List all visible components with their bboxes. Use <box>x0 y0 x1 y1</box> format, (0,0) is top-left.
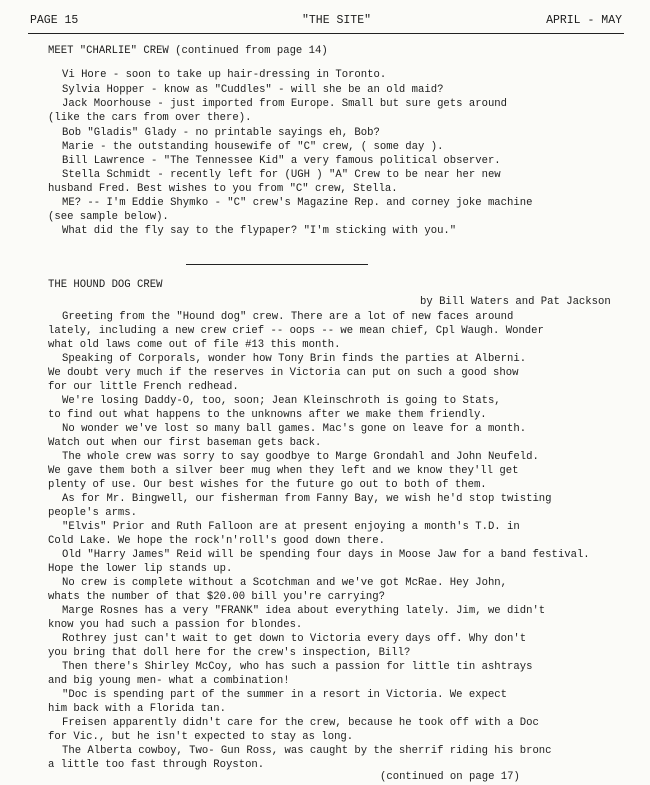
text-line: Jack Moorhouse - just imported from Europe. Small but sure gets around <box>62 98 508 110</box>
text-line: We doubt very much if the reserves in Victoria can put on such a good show <box>48 367 519 379</box>
text-line: What did the fly say to the flypaper? "I'm sticking with you." <box>62 225 457 237</box>
text-line: Watch out when our first baseman gets back. <box>48 437 322 449</box>
text-line: and big young men- what a combination! <box>48 675 290 687</box>
text-line: We gave them both a silver beer mug when they left and we know they'll get <box>48 465 519 477</box>
text-line: for Vic., but he isn't expected to stay as long. <box>48 731 354 743</box>
continued-note: (continued on page 17) <box>380 771 520 783</box>
text-line: what old laws come out of file #13 this month. <box>48 339 341 351</box>
text-line: Old "Harry James" Reid will be spending four days in Moose Jaw for a band festival. <box>62 549 590 561</box>
text-line: know you had such a passion for blondes. <box>48 619 303 631</box>
text-line: people's arms. <box>48 507 138 519</box>
text-line: Speaking of Corporals, wonder how Tony Brin finds the parties at Alberni. <box>62 353 527 365</box>
text-line: We're losing Daddy-O, too, soon; Jean Kleinschroth is going to Stats, <box>62 395 501 407</box>
text-line: Then there's Shirley McCoy, who has such a passion for little tin ashtrays <box>62 661 533 673</box>
header-rule <box>28 33 624 34</box>
text-line: No crew is complete without a Scotchman and we've got McRae. Hey John, <box>62 577 508 589</box>
charlie-crew-heading: MEET "CHARLIE" CREW (continued from page 14) <box>48 45 328 57</box>
page-number: PAGE 15 <box>30 14 79 27</box>
text-line: Stella Schmidt - recently left for (UGH ) "A" Crew to be near her new <box>62 169 501 181</box>
text-line: for our little French redhead. <box>48 381 239 393</box>
publication-title: "THE SITE" <box>302 14 372 27</box>
text-line: Marie - the outstanding housewife of "C" crew, ( some day ). <box>62 141 444 153</box>
page-header <box>30 14 622 34</box>
hound-dog-heading: THE HOUND DOG CREW <box>48 279 163 291</box>
text-line: (see sample below). <box>48 211 169 223</box>
text-line: a little too fast through Royston. <box>48 759 265 771</box>
text-line: whats the number of that $20.00 bill you're carrying? <box>48 591 385 603</box>
text-line: Hope the lower lip stands up. <box>48 563 233 575</box>
issue-date: APRIL - MAY <box>546 14 622 27</box>
section-divider <box>186 264 368 265</box>
text-line: Bob "Gladis" Glady - no printable sayings eh, Bob? <box>62 127 380 139</box>
text-line: Vi Hore - soon to take up hair-dressing in Toronto. <box>62 69 387 81</box>
text-line: (like the cars from over there). <box>48 112 252 124</box>
text-line: ME? -- I'm Eddie Shymko - "C" crew's Magazine Rep. and corney joke machine <box>62 197 533 209</box>
text-line: The whole crew was sorry to say goodbye to Marge Grondahl and John Neufeld. <box>62 451 539 463</box>
text-line: him back with a Florida tan. <box>48 703 227 715</box>
text-line: Freisen apparently didn't care for the crew, because he took off with a Doc <box>62 717 539 729</box>
text-line: Marge Rosnes has a very "FRANK" idea about everything lately. Jim, we didn't <box>62 605 546 617</box>
text-line: lately, including a new crew crief -- oops -- we mean chief, Cpl Waugh. Wonder <box>48 325 544 337</box>
text-line: Cold Lake. We hope the rock'n'roll's good down there. <box>48 535 385 547</box>
text-line: Bill Lawrence - "The Tennessee Kid" a very famous political observer. <box>62 155 501 167</box>
text-line: No wonder we've lost so many ball games. Mac's gone on leave for a month. <box>62 423 527 435</box>
text-line: The Alberta cowboy, Two- Gun Ross, was caught by the sherrif riding his bronc <box>62 745 552 757</box>
text-line: to find out what happens to the unknowns after we make them friendly. <box>48 409 487 421</box>
text-line: Greeting from the "Hound dog" crew. There are a lot of new faces around <box>62 311 514 323</box>
byline: by Bill Waters and Pat Jackson <box>420 296 611 308</box>
text-line: you bring that doll here for the crew's inspection, Bill? <box>48 647 411 659</box>
text-line: "Doc is spending part of the summer in a resort in Victoria. We expect <box>62 689 508 701</box>
text-line: husband Fred. Best wishes to you from "C" crew, Stella. <box>48 183 398 195</box>
text-line: As for Mr. Bingwell, our fisherman from Fanny Bay, we wish he'd stop twisting <box>62 493 552 505</box>
text-line: Sylvia Hopper - know as "Cuddles" - will she be an old maid? <box>62 84 444 96</box>
text-line: "Elvis" Prior and Ruth Falloon are at present enjoying a month's T.D. in <box>62 521 520 533</box>
text-line: Rothrey just can't wait to get down to Victoria every days off. Why don't <box>62 633 527 645</box>
text-line: plenty of use. Our best wishes for the future go out to both of them. <box>48 479 487 491</box>
